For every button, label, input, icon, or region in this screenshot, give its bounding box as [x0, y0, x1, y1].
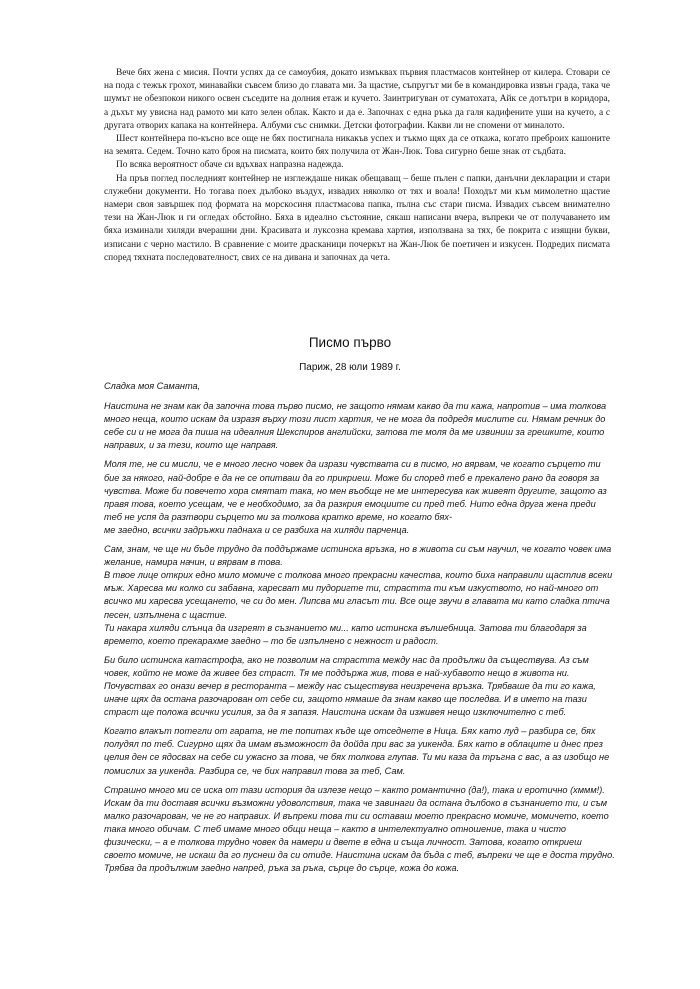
- letter-paragraph: Когато влакът потегли от гарата, не те попитах къде ще отседнете в Ница. Бях като луд – разбира се, бях полудял по теб. Сигурно щях да имам възможност да дойда при вас за уикенда. Бях като в облаците и днес през целия ден се ядосвах на себе си ужасно за това, че бях толкова глупав. Ти ми каза да тръгна с вас, а аз изобщо не помислих за уикенда. Разбира се, че бих направил това за теб, Сам.: [104, 726, 610, 776]
- letter-paragraph: Би било истинска катастрофа, ако не позволим на страстта между нас да продължи да съществува. Аз съм човек, който не може да живее без страст. Тя ме поддържа жив, това е най-хубавото нещо в живота ни. Почувствах го онази вечер в ресторанта – между нас съществува неизречена връзка. Трябваше да ти го кажа, иначе щях да остана разочарован от себе си, защото нямаше да знам какво ще последва. И в името на тази страст ще положа всички усилия, за да я запазя. Наистина искам да изживея нещо изключително с теб.: [104, 654, 596, 718]
- letter-dateline: Париж, 28 юли 1989 г.: [299, 362, 401, 373]
- intro-paragraph: По всяка вероятност обаче си вдъхвах напразна надежда.: [116, 160, 344, 171]
- letter-paragraph: Страшно много ми се иска от тази история да излезе нещо – както романтично (да!), така и еротично (хммм!). Искам да ти доставя всички възможни удоволствия, така че завинаги да остана дълбоко в съзнанието ти, и съм малко разочарован, че не го направих. И въпреки това ти си оставаш моето прекрасно момиче, момичето, което така много обичам. С теб имаме много общи неща – както в интелектуално отношение, така и чисто физически, – а е толкова трудно човек да намери и двете в една и съща личност. Затова, когато откриеш своето момиче, не искаш да го пуснеш да си отиде. Наистина искам да бъда с теб, въпреки че ще е доста трудно. Трябва да продължим заедно напред, ръка за ръка, сърце до сърце, кожа до кожа.: [104, 784, 615, 874]
- letter-salutation: Сладка моя Саманта,: [104, 381, 201, 391]
- letter-paragraph: Моля те, не си мисли, че е много лесно човек да изрази чувствата си в писмо, но вярвам, че когато сърцето ти бие за някого, най-добре е да не се опитваш да го прикриеш. Може би според теб е прекалено рано да говоря за чувства. Може би повечето хора смятат така, но мен въобще не ме интересува как живеят другите, защото аз правя това, което усещам, че е необходимо, за да разкрия емоциите си пред теб. Нито една друга жена преди теб не успя да разтвори сърцето ми за толкова кратко време, но когато бях- ме заедно, всички задръжки паднаха и се разбиха на хиляди парченца.: [104, 459, 607, 535]
- intro-paragraph: Вече бях жена с мисия. Почти успях да се самоубия, докато измъквах първия пластмасов контейнер от килера. Стовари се на пода с тежък грохот, минавайки съвсем близо до главата ми. За щастие, съпругът ми бе в командировка извън града, така че шумът не обезпокои никого освен съседите на долния етаж и кучето. Заинтригуван от суматохата, Айк се дотътри в коридора, а дъхът му увисна над рамото ми като зелен облак. Както и да е. Започнах с една ръка да галя кадифените уши на кучето, а с другата отворих капака на контейнера. Албуми със снимки. Детски фотографии. Какви ли не спомени от миналото.: [104, 68, 610, 131]
- intro-section: [104, 67, 610, 265]
- letter-paragraph: Сам, знам, че ще ни бъде трудно да поддържаме истинска връзка, но в живота си съм научил, че когато човек има желание, намира начин, и вярвам в това. В твое лице открих едно мило момиче с толкова много прекрасни качества, които биха направили щастлив всеки мъж. Харесва ми колко си забавна, харесват ми пудоригте ти, страстта ти към изкуството, но най-много от всичко ми харесва усещането, че си до мен. Липсва ми гласът ти. Все още звучи в главата ми като сладка птича песен, изпълнена с щастие. Ти накара хиляди слънца да изгреят в съзнанието ми... като истинска вълшебница. Затова ти благодаря за времето, което прекарахме заедно – то бе изпълнено с нежност и радост.: [104, 544, 613, 646]
- letter-body: [104, 380, 616, 881]
- letter-paragraph: Наистина не знам как да започна това първо писмо, не защото нямам какво да ти кажа, напротив – има толкова много неща, които искам да изразя върху този лист хартия, че не мога да подредя мислите си. Нямам речник до себе си и не мога да пиша на идеалния Шекспиров английски, затова те моля да ме извиниш за грешките, които направих, и за тези, които ще направя.: [104, 401, 607, 451]
- letter-title: Писмо първо: [308, 335, 392, 350]
- intro-paragraph: На пръв поглед последният контейнер не изглеждаше никак обещаващ – беше пълен с папки, данъчни декларации и стари служебни документи. Но тогава поех дълбоко въздух, извадих няколко от тях и воала! Походът ми към мимолетно щастие намери своя завършек под формата на морскосиня пластмасова папка, пълна със стари писма. Извадих съвсем внимателно тези на Жан-Люк и ги огледах обстойно. Бяха в идеално състояние, сякаш написани вчера, въпреки че от получаването им бяха изминали хиляди вчерашни дни. Красивата и луксозна кремава хартия, използвана за тях, бе покрита с изящни букви, изписани с черно мастило. В сравнение с моите драсканици почеркът на Жан-Люк бе поетичен и изкусен. Подредих писмата според тяхната последователност, свих се на дивана и започнах да чета.: [104, 173, 610, 263]
- intro-paragraph: Шест контейнера по-късно все още не бях постигнала никакъв успех и тъкмо щях да се откажа, когато преброих кашоните на земята. Седем. Точно като броя на писмата, които бях получила от Жан-Люк. Това сигурно беше знак от съдбата.: [104, 134, 610, 158]
